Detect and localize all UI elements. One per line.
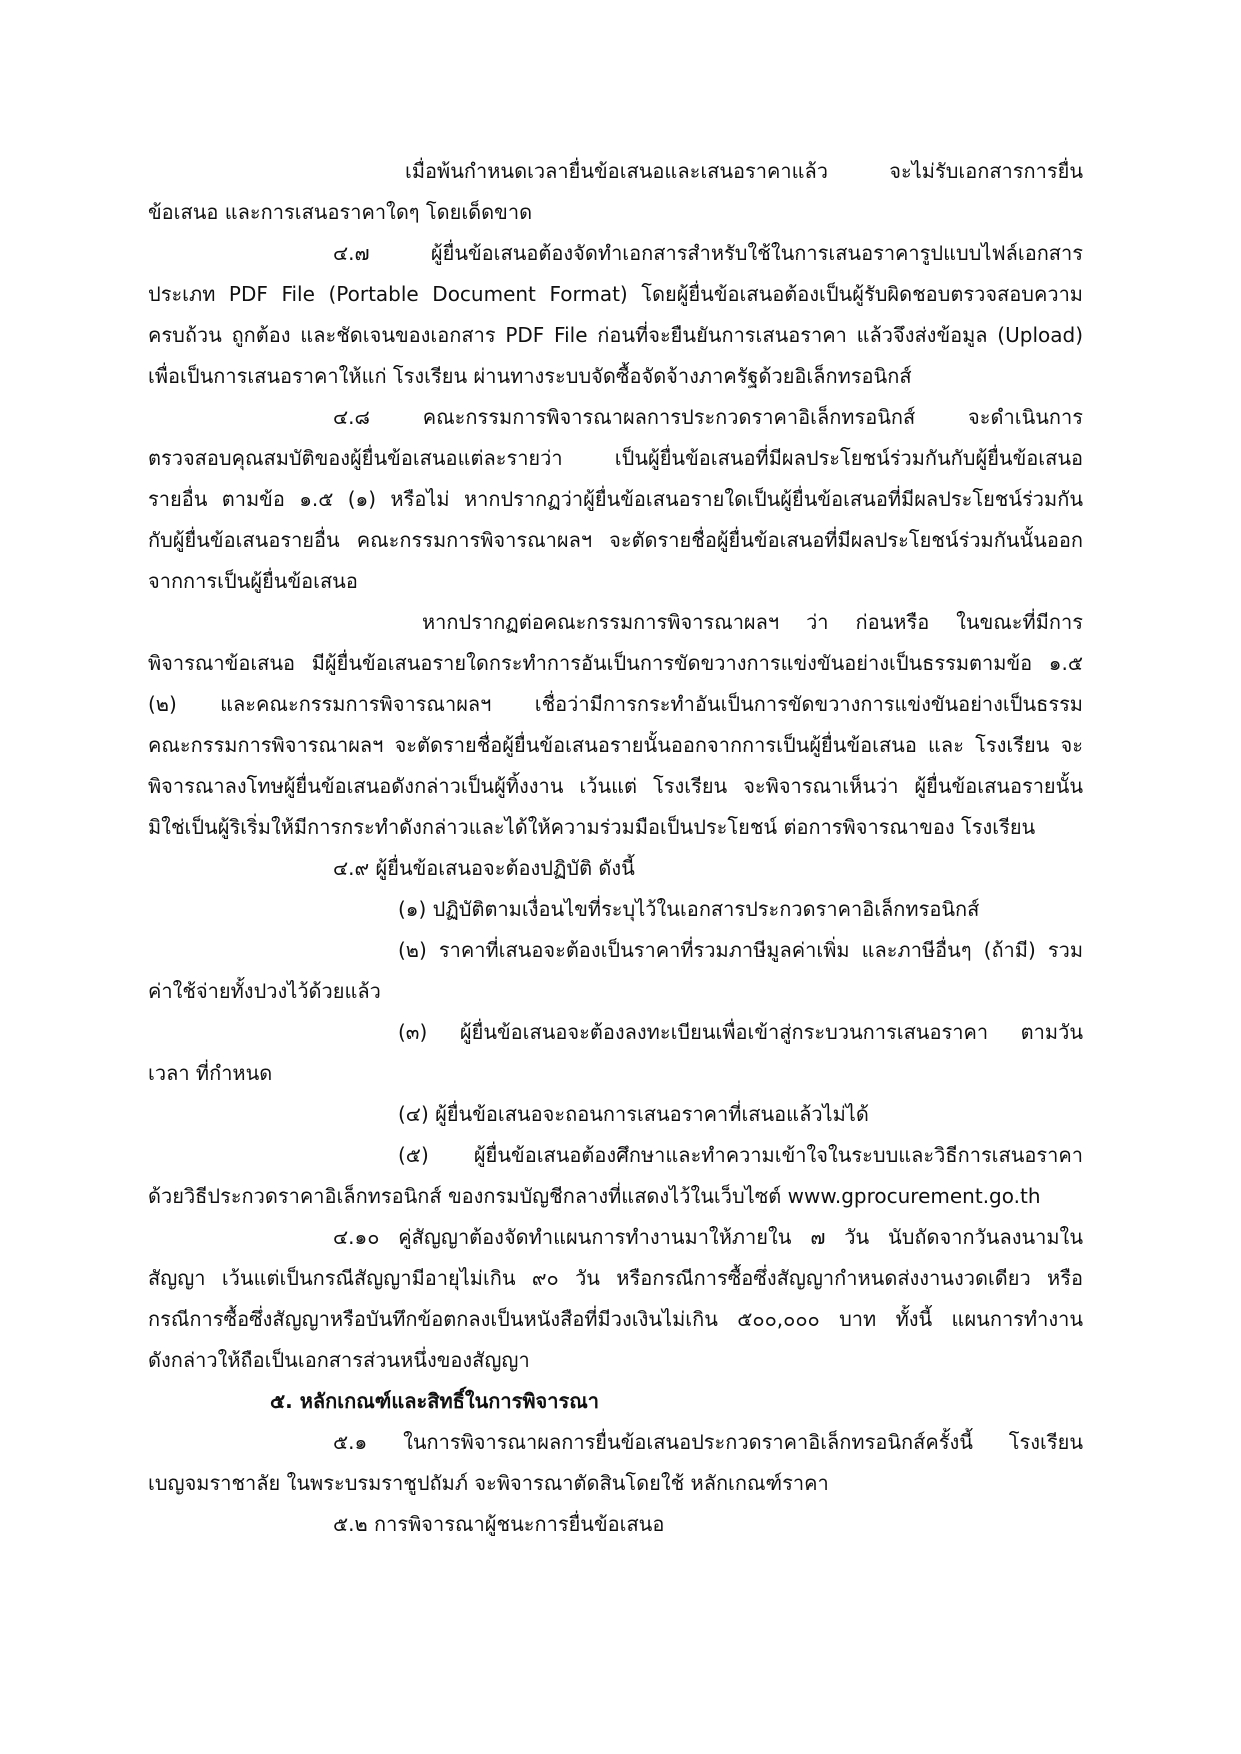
text-line: ๔.๘ คณะกรรมการพิจารณาผลการประกวดราคาอิเล็กทรอนิกส์ จะดำเนินการ (333, 405, 1083, 429)
text-line: หากปรากฏต่อคณะกรรมการพิจารณาผลฯ ว่า ก่อนหรือ ในขณะที่มีการ (422, 610, 1083, 634)
section-heading: ๕. หลักเกณฑ์และสิทธิ์ในการพิจารณา (270, 1389, 600, 1413)
text-line: ครบถ้วน ถูกต้อง และชัดเจนของเอกสาร PDF File ก่อนที่จะยืนยันการเสนอราคา แล้วจึงส่งข้อมูล (Upload) (148, 323, 1083, 347)
text-line: พิจารณาลงโทษผู้ยื่นข้อเสนอดังกล่าวเป็นผู้ทิ้งงาน เว้นแต่ โรงเรียน จะพิจารณาเห็นว่า ผู้ยื่นข้อเสนอรายนั้น (148, 774, 1083, 798)
text-line: (๓) ผู้ยื่นข้อเสนอจะต้องลงทะเบียนเพื่อเข้าสู่กระบวนการเสนอราคา ตามวัน (398, 1020, 1083, 1044)
text-line: พิจารณาข้อเสนอ มีผู้ยื่นข้อเสนอรายใดกระทำการอันเป็นการขัดขวางการแข่งขันอย่างเป็นธรรมตามข้อ ๑.๕ (148, 651, 1083, 675)
text-line: (๕) ผู้ยื่นข้อเสนอต้องศึกษาและทำความเข้าใจในระบบและวิธีการเสนอราคา (398, 1143, 1083, 1167)
text-line: ข้อเสนอ และการเสนอราคาใดๆ โดยเด็ดขาด (148, 200, 533, 224)
text-line: ดังกล่าวให้ถือเป็นเอกสารส่วนหนึ่งของสัญญา (148, 1348, 530, 1372)
text-line: กรณีการซื้อซึ่งสัญญาหรือบันทึกข้อตกลงเป็นหนังสือที่มีวงเงินไม่เกิน ๕๐๐,๐๐๐ บาท ทั้งนี้ แผนการทำงาน (148, 1307, 1083, 1331)
text-line: ตรวจสอบคุณสมบัติของผู้ยื่นข้อเสนอแต่ละรายว่า เป็นผู้ยื่นข้อเสนอที่มีผลประโยชน์ร่วมกันกับผู้ยื่นข้อเสนอ (148, 446, 1083, 470)
text-line: ๕.๒ การพิจารณาผู้ชนะการยื่นข้อเสนอ (333, 1512, 665, 1536)
text-line: เพื่อเป็นการเสนอราคาให้แก่ โรงเรียน ผ่านทางระบบจัดซื้อจัดจ้างภาครัฐด้วยอิเล็กทรอนิกส์ (148, 364, 912, 388)
text-line: ๔.๑๐ คู่สัญญาต้องจัดทำแผนการทำงานมาให้ภายใน ๗ วัน นับถัดจากวันลงนามใน (333, 1225, 1083, 1249)
text-line: ด้วยวิธีประกวดราคาอิเล็กทรอนิกส์ ของกรมบัญชีกลางที่แสดงไว้ในเว็บไซต์ www.gprocurement.go.th (148, 1184, 1041, 1208)
text-line: เบญจมราชาลัย ในพระบรมราชูปถัมภ์ จะพิจารณาตัดสินโดยใช้ หลักเกณฑ์ราคา (148, 1471, 829, 1495)
text-line: (๒) ราคาที่เสนอจะต้องเป็นราคาที่รวมภาษีมูลค่าเพิ่ม และภาษีอื่นๆ (ถ้ามี) รวม (398, 938, 1083, 962)
text-line: (๔) ผู้ยื่นข้อเสนอจะถอนการเสนอราคาที่เสนอแล้วไม่ได้ (398, 1102, 869, 1126)
text-line: ประเภท PDF File (Portable Document Format) โดยผู้ยื่นข้อเสนอต้องเป็นผู้รับผิดชอบตรวจสอบความ (148, 282, 1083, 306)
text-line: (๒) และคณะกรรมการพิจารณาผลฯ เชื่อว่ามีการกระทำอันเป็นการขัดขวางการแข่งขันอย่างเป็นธรรม (148, 692, 1083, 716)
text-line: คณะกรรมการพิจารณาผลฯ จะตัดรายชื่อผู้ยื่นข้อเสนอรายนั้นออกจากการเป็นผู้ยื่นข้อเสนอ และ โรงเรียน จะ (148, 733, 1083, 757)
text-line: สัญญา เว้นแต่เป็นกรณีสัญญามีอายุไม่เกิน ๙๐ วัน หรือกรณีการซื้อซึ่งสัญญากำหนดส่งงานงวดเดียว หรือ (148, 1266, 1083, 1290)
text-line: มิใช่เป็นผู้ริเริ่มให้มีการกระทำดังกล่าวและได้ให้ความร่วมมือเป็นประโยชน์ ต่อการพิจารณาของ โรงเรียน (148, 815, 1036, 839)
text-line: ค่าใช้จ่ายทั้งปวงไว้ด้วยแล้ว (148, 979, 381, 1003)
text-line: ๔.๙ ผู้ยื่นข้อเสนอจะต้องปฏิบัติ ดังนี้ (333, 856, 635, 880)
text-line: เมื่อพ้นกำหนดเวลายื่นข้อเสนอและเสนอราคาแล้ว จะไม่รับเอกสารการยื่น (405, 159, 1083, 183)
text-line: เวลา ที่กำหนด (148, 1061, 273, 1085)
text-line: กับผู้ยื่นข้อเสนอรายอื่น คณะกรรมการพิจารณาผลฯ จะตัดรายชื่อผู้ยื่นข้อเสนอที่มีผลประโยชน์ร่วมกันนั้นออก (148, 528, 1083, 552)
text-line: จากการเป็นผู้ยื่นข้อเสนอ (148, 569, 358, 593)
text-line: (๑) ปฏิบัติตามเงื่อนไขที่ระบุไว้ในเอกสารประกวดราคาอิเล็กทรอนิกส์ (398, 897, 980, 921)
text-line: ๕.๑ ในการพิจารณาผลการยื่นข้อเสนอประกวดราคาอิเล็กทรอนิกส์ครั้งนี้ โรงเรียน (333, 1430, 1083, 1454)
text-line: ๔.๗ ผู้ยื่นข้อเสนอต้องจัดทำเอกสารสำหรับใช้ในการเสนอราคารูปแบบไฟล์เอกสาร (333, 241, 1083, 265)
text-line: รายอื่น ตามข้อ ๑.๕ (๑) หรือไม่ หากปรากฏว่าผู้ยื่นข้อเสนอรายใดเป็นผู้ยื่นข้อเสนอที่มีผลประโยชน์ร่วมกัน (148, 487, 1083, 511)
